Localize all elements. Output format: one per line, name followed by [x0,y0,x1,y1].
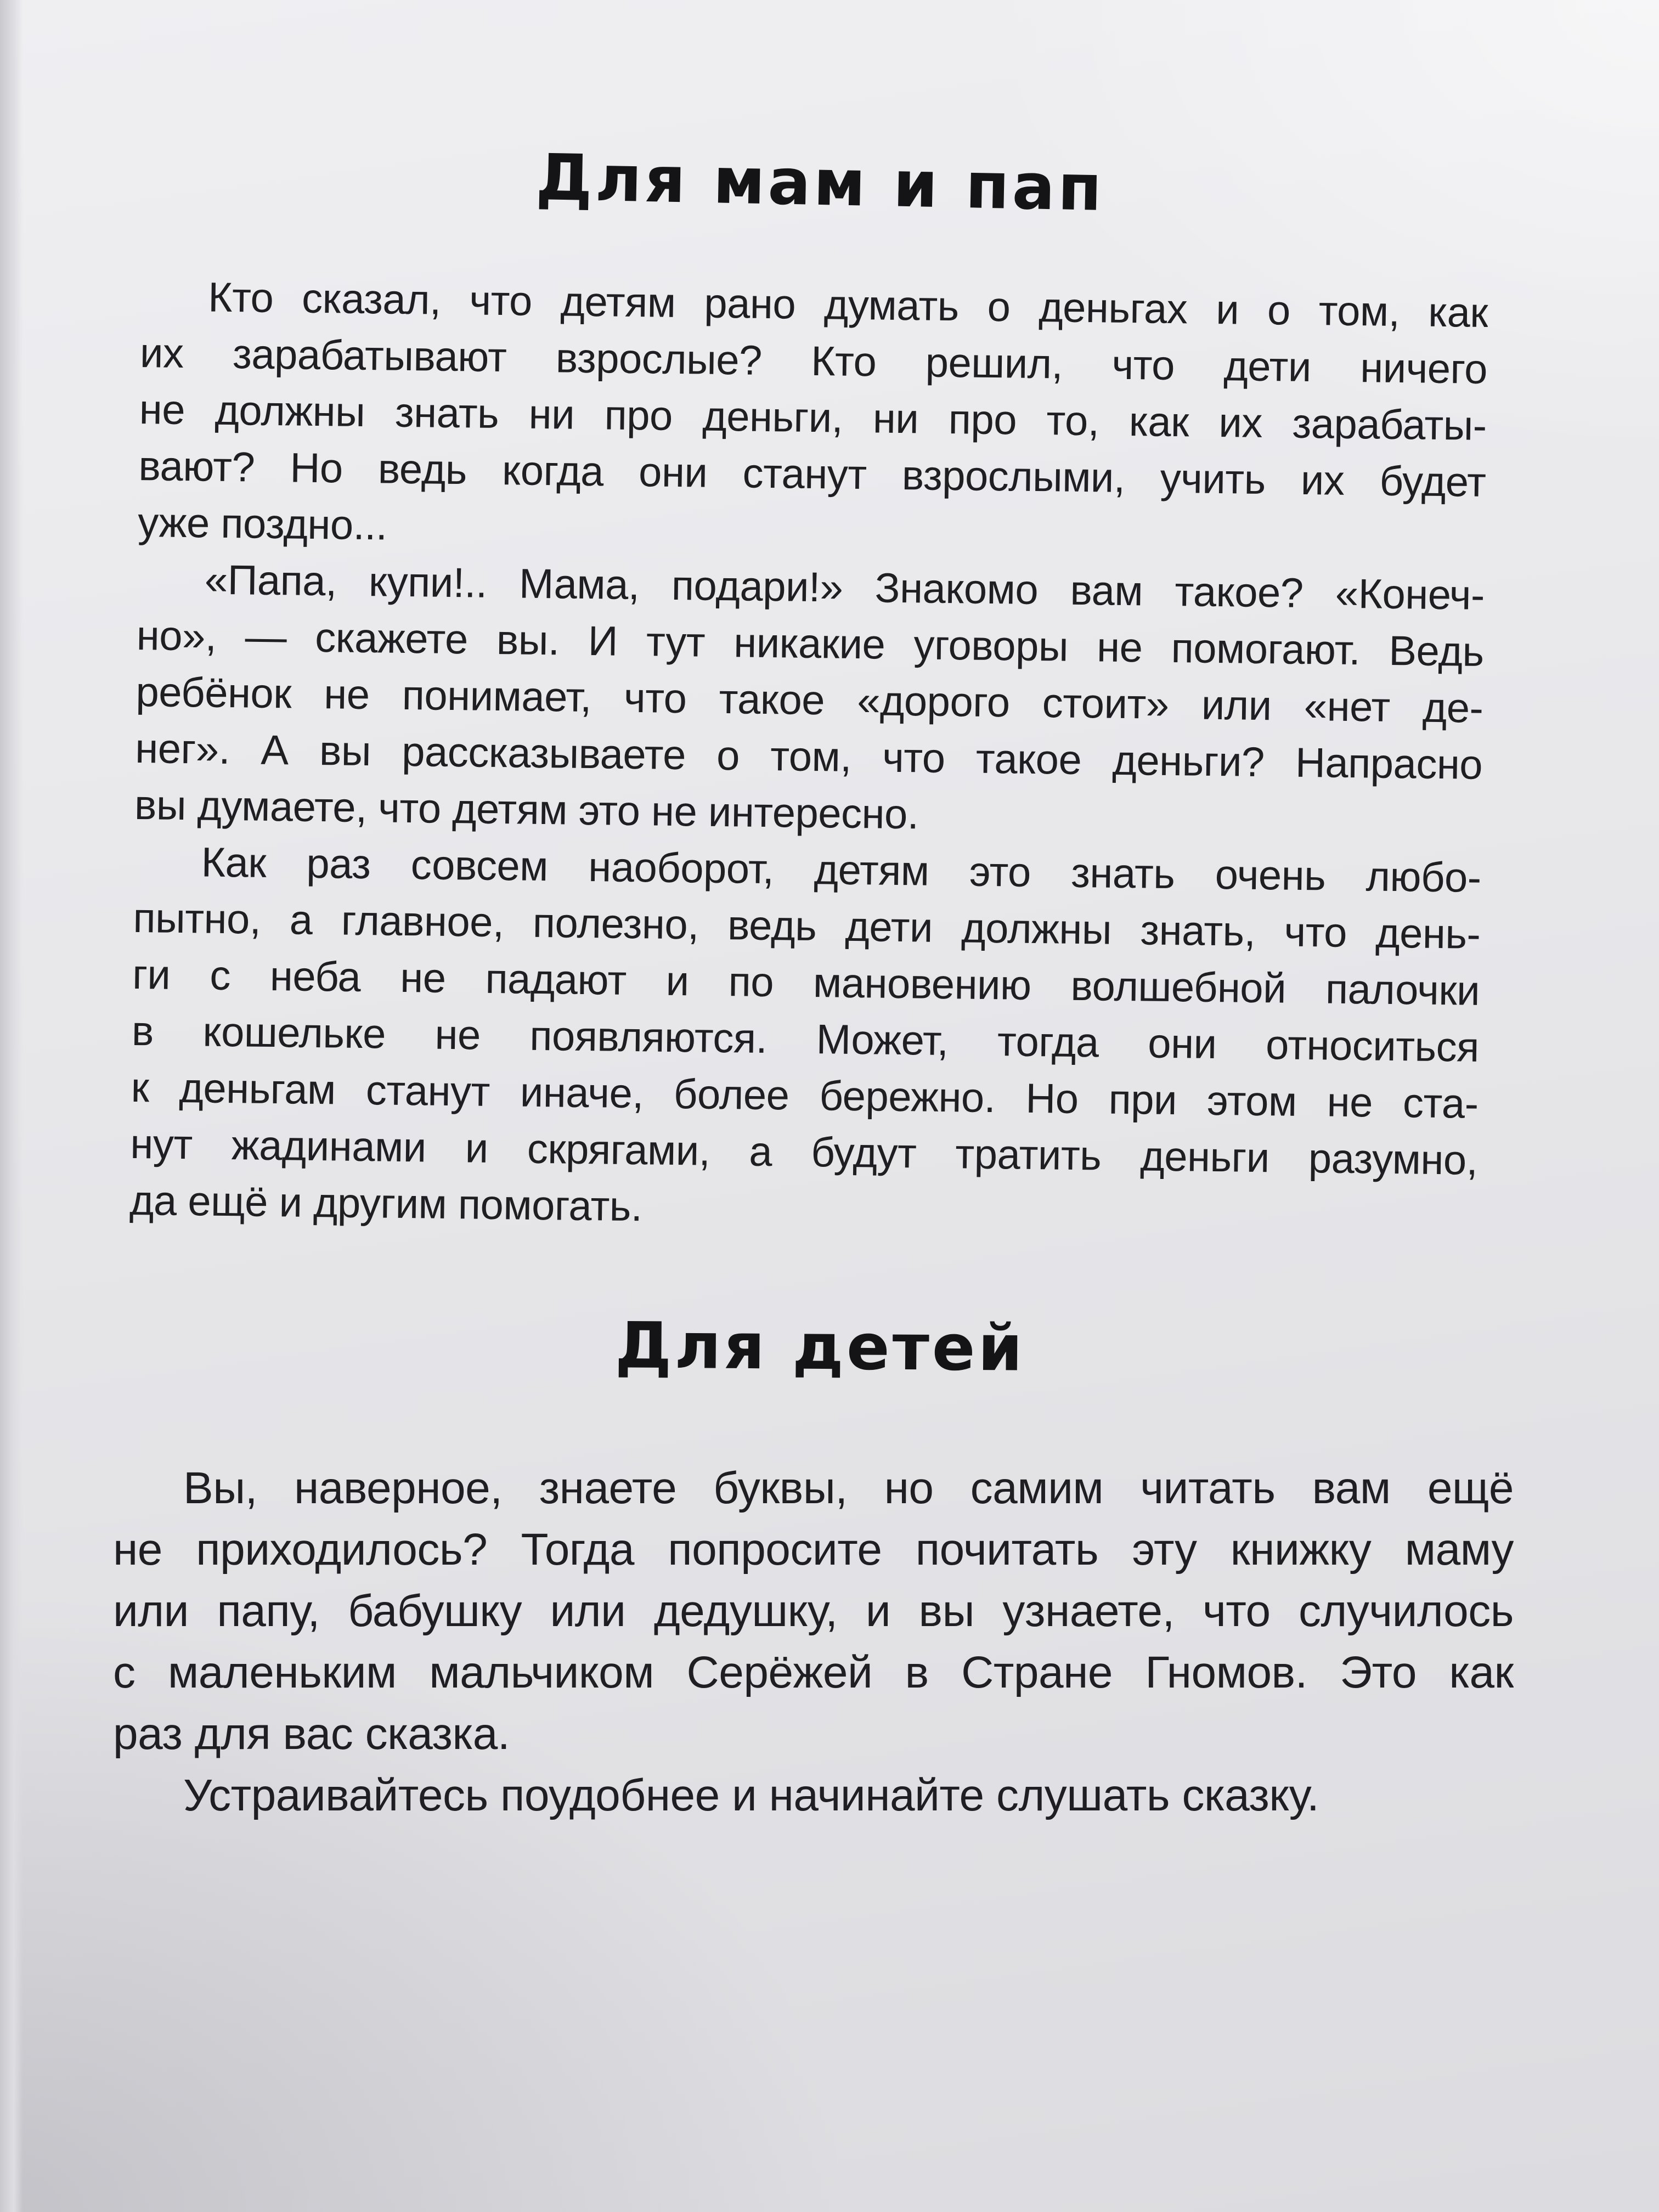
text-line: Устраивайтесь поудобнее и начинайте слушать сказку. [183,1770,1319,1820]
parents-paragraph-1 [138,268,1488,567]
parents-paragraph-3 [129,833,1482,1245]
children-paragraph-1 [113,1458,1514,1765]
children-section-heading: Для детей [614,1308,1026,1386]
text-line: Вы, наверное, знаете буквы, но самим читать вам ещё [183,1463,1514,1513]
text-line: Кто сказал, что детям рано думать о деньгах и о том, как [207,274,1488,336]
text-line: но», — скажете вы. И тут никакие уговоры не помогают. Ведь [136,612,1485,675]
text-line: их зарабатывают взрослые? Кто решил, что дети ничего [139,329,1488,393]
children-paragraph-2 [113,1765,1514,1826]
parents-paragraph-2 [134,551,1485,850]
text-line: ги с неба не падают и по мановению волшебной палочки [132,951,1480,1014]
page-binding-edge [0,0,23,2212]
parents-section-text [129,268,1488,1245]
text-line: вы думаете, что детям это не интересно. [134,781,919,838]
text-line: вают? Но ведь когда они станут взрослыми, учить их будет [138,442,1486,506]
parents-section-heading: Для мам и пап [535,140,1105,225]
text-line: пытно, а главное, полезно, ведь дети должны знать, что день- [133,894,1481,958]
text-line: в кошельке не появляются. Может, тогда они относиться [131,1007,1480,1071]
text-line: не должны знать ни про деньги, ни про то, как их зарабаты- [139,386,1487,449]
text-line: к деньгам станут иначе, более бережно. Но при этом не ста- [131,1064,1479,1127]
text-line: да ещё и другим помогать. [129,1177,643,1231]
text-line: ребёнок не понимает, что такое «дорого стоит» или «нет де- [136,668,1483,732]
text-line: с маленьким мальчиком Серёжей в Стране Гномов. Это как [113,1647,1514,1697]
text-line: нег». А вы рассказываете о том, что такое деньги? Напрасно [134,725,1483,788]
text-line: раз для вас сказка. [113,1709,510,1759]
text-line: Как раз совсем наоборот, детям это знать очень любо- [201,839,1482,901]
text-line: не приходилось? Тогда попросите почитать эту книжку маму [113,1525,1514,1575]
text-line: уже поздно... [137,499,388,549]
children-section-text [113,1458,1514,1826]
text-line: «Папа, купи!.. Мама, подари!» Знакомо вам такое? «Конеч- [204,556,1485,619]
text-line: или папу, бабушку или дедушку, и вы узнаете, что случилось [113,1586,1514,1636]
text-line: нут жадинами и скрягами, а будут тратить деньги разумно, [129,1120,1478,1184]
